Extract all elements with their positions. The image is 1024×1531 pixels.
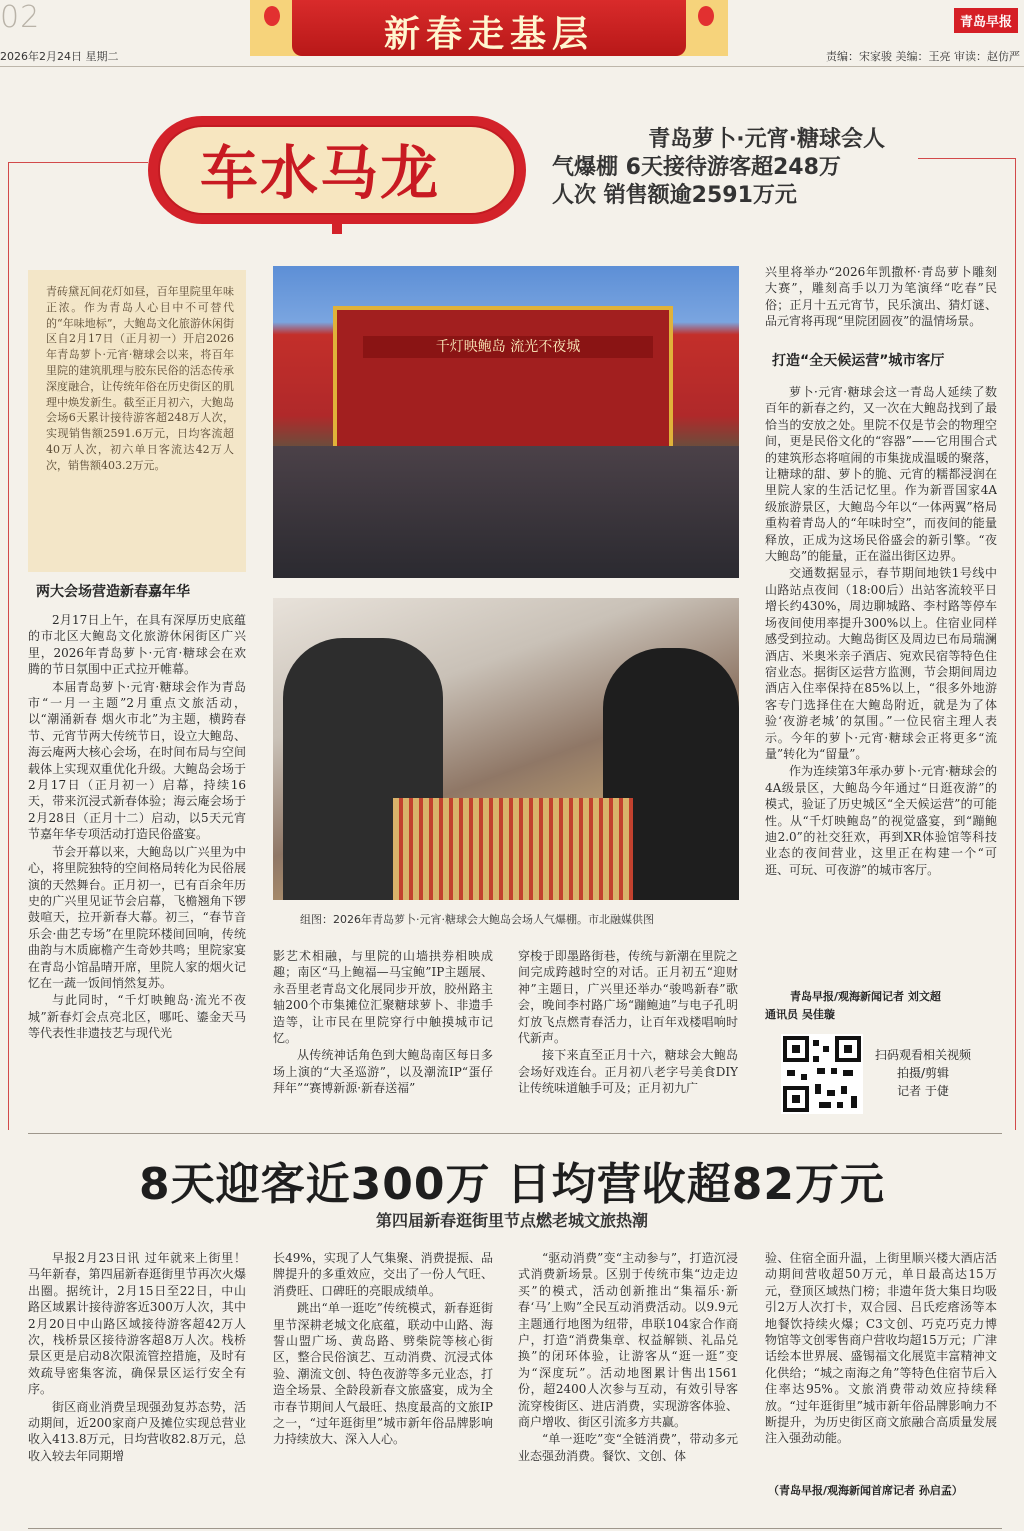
photo-caption: 组图：2026年青岛萝卜·元宵·糖球会大鲍岛会场人气爆棚。市北融媒供图	[300, 913, 654, 926]
headline-line: 人次 销售额逾2591万元	[552, 183, 797, 208]
subhead: 两大会场营造新春嘉年华	[36, 584, 190, 600]
story2-column-2	[273, 1250, 493, 1520]
summary-box	[28, 270, 246, 572]
paragraph: 穿梭于即墨路街巷，传统与新潮在里院之间完成跨越时空的对话。正月初五“迎财神”主题日，广兴里还举办“骏鸣新春”歌会，晚间李村路广场“蹦鲍迪”与电子孔明灯放飞点燃青春活力，让百年戏楼唱响时代新声。	[518, 949, 738, 1046]
story2-column-1	[28, 1250, 246, 1520]
crowd	[273, 446, 739, 578]
paragraph: 早报2月23日讯 过年就来上街里！马年新春，第四届新春逛街里节再次火爆出圈。据统计，2月15日至22日，中山路区域累计接待游客近300万人次，其中2月20日中山路区域接待游客超42万人次，栈桥景区接待游客超8万人次。栈桥景区更是启动8次限流管控措施，及时有效疏导密集客流，确保景区运行安全有序。	[28, 1251, 246, 1397]
story1-headline	[552, 126, 897, 210]
story1-column-4-top	[765, 264, 997, 334]
byline: 通讯员 吴佳璇	[765, 1008, 835, 1021]
paragraph: 2月17日上午，在具有深厚历史底蕴的市北区大鲍岛文化旅游休闲街区广兴里，2026年青岛萝卜·元宵·糖球会在欢腾的节日氛围中正式拉开帷幕。	[28, 613, 246, 677]
paragraph: 作为连续第3年承办萝卜·元宵·糖球会的4A级景区，大鲍岛今年通过“日逛夜游”的模式，验证了历史城区“全天候运营”的可能性。从“千灯映鲍岛”的视觉盛宴，到“蹦鲍迪2.0”的社交狂欢，再到XR体验馆等科技业态的夜间营业，这里正在构建一个“可逛、可玩、可夜游”的城市客厅。	[765, 764, 997, 877]
paragraph: 本届青岛萝卜·元宵·糖球会作为青岛市“一月一主题”2月重点文旅活动，以“潮涌新春 烟火市北”为主题，横跨春节、元宵节两大传统节日，设立大鲍岛、海云庵两大核心会场，在时间布局与空间载体上实现双重优化升级。大鲍岛会场于2月17日（正月初一）启幕，持续16天，带来沉浸式新春体验；海云庵会场于2月28日（正月十二）启动，以5天元宵节嘉年华专项活动打造民俗盛宴。	[28, 679, 246, 842]
qr-caption-line: 拍摄/剪辑	[896, 1066, 950, 1080]
qr-code-icon[interactable]	[781, 1034, 863, 1114]
section-title: 新春走基层	[383, 13, 594, 55]
divider	[28, 1528, 1002, 1529]
story1-column-3	[518, 948, 738, 1113]
frame-line	[1015, 158, 1016, 1130]
story1-column-2	[273, 948, 493, 1113]
issue-date: 2026年2月24日 星期二	[0, 50, 119, 63]
story1-column-4	[765, 384, 997, 984]
story2-subheadline: 第四届新春逛街里节点燃老城文旅热潮	[375, 1211, 648, 1230]
frame-line	[8, 162, 148, 163]
headline-line: 青岛萝卜·元宵·糖球会人	[648, 127, 885, 152]
paragraph: 接下来直至正月十六，糖球会大鲍岛会场好戏连台。正月初八老字号美食DIY让传统味道触手可及；正月初九广	[518, 1048, 738, 1096]
gate-sign: 千灯映鲍岛 流光不夜城	[363, 336, 653, 358]
paragraph: 节会开幕以来，大鲍岛以广兴里为中心，将里院独特的空间格局转化为民俗展演的天然舞台。正月初一，已有百余年历史的广兴里见证节会启幕，飞檐翘角下锣鼓喧天，拉开新春大幕。初三，“春节音乐会·曲艺专场”在里院环楼间回响，传统曲韵与木质廊檐产生奇妙共鸣；里院家宴在青岛小馆晶晴开席，里院人家的烟火记忆在一蔬一饭间悄然复苏。	[28, 844, 246, 990]
qr-caption-line: 记者 于倢	[897, 1084, 949, 1098]
headline-line: 气爆棚 6天接待游客超248万	[552, 155, 841, 180]
paragraph: “驱动消费”变“主动参与”，打造沉浸式消费新场景。区别于传统市集“边走边买”的模式，活动创新推出“集福乐·新春‘马’上购”全民互动消费活动。以9.9元主题通行地图为纽带，串联104家合作商户，打造“消费集章、权益解锁、礼品兑换”的闭环体验，让游客从“逛一逛”变为“深度玩”。活动地图累计售出1561份，超2400人次参与互动，有效引导客流穿梭街区、进店消费，实现游客体验、商户增收、街区引流多方共赢。	[518, 1251, 738, 1430]
paragraph: 长49%，实现了人气集聚、消费提振、品牌提升的多重效应，交出了一份人气旺、消费旺、口碑旺的亮眼成绩单。	[273, 1251, 493, 1298]
section-badge	[148, 116, 526, 236]
paragraph: 街区商业消费呈现强劲复苏态势，活动期间，近200家商户及摊位实现总营业收入413.8万元，日均营收82.8万元，总收入较去年同期增	[28, 1399, 246, 1463]
frame-line	[8, 162, 9, 1130]
page-number: 02	[0, 0, 41, 35]
section-banner	[250, 0, 728, 56]
divider	[0, 66, 1024, 67]
paragraph: 交通数据显示，春节期间地铁1号线中山路站点夜间（18:00后）出站客流较平日增长约430%，周边聊城路、李村路等停车场夜间使用率提升300%以上。住宿业同样感受到拉动。大鲍岛街区及周边已布局瑞澜酒店、米奥米亲子酒店、宛欢民宿等特色住宿业态。据街区运营方监测，节会期间周边酒店入住率保持在85%以上，“很多外地游客专门选择住在大鲍岛附近，就是为了体验‘夜游老城’的氛围。”一位民宿主理人表示。今年的萝卜·元宵·糖球会正将更多“流量”转化为“留量”。	[765, 566, 997, 761]
paragraph: 影艺术相融，与里院的山墙拱券相映成趣；南区“马上鲍福—马宝鲍”IP主题展、永吾里老青岛文化展同步开放，胶州路主轴200个市集摊位汇聚糖球萝卜、非遗手造等，让市民在里院穿行中触摸城市记忆。	[273, 949, 493, 1046]
story1-column-1	[28, 612, 246, 1112]
paragraph: 跳出“单一逛吃”传统模式，新春逛街里节深耕老城文化底蕴，联动中山路、海誓山盟广场、黄岛路、劈柴院等核心街区，整合民俗演艺、互动消费、沉浸式体验、潮流文创、特色夜游等多元业态，打造全场景、全龄段新春文旅盛宴，成为全市春节期间人气最旺、热度最高的文旅IP之一，“过年逛街里”城市新年俗品牌影响力持续放大、深入人心。	[273, 1301, 493, 1447]
subhead: 打造“全天候运营”城市客厅	[772, 353, 945, 369]
byline: 青岛早报/观海新闻记者 刘文超	[790, 990, 941, 1003]
paragraph: 从传统神话角色到大鲍岛南区每日多场上演的“大圣巡游”，以及潮流IP“蛋仔拜年”“赛博新源·新春送福”	[273, 1048, 493, 1096]
divider	[28, 1133, 1002, 1134]
paragraph: “单一逛吃”变“全链消费”，带动多元业态强劲消费。餐饮、文创、体	[518, 1432, 738, 1463]
qr-caption	[875, 1046, 971, 1100]
editors-line: 责编：宋家骏 美编：王亮 审读：赵仿严	[826, 50, 1020, 63]
paragraph: 验、住宿全面升温，上街里顺兴楼大酒店活动期间营收超50万元，单日最高达15万元，登顶区域热门榜；非遗年货大集日均吸引2万人次打卡，双合园、吕氏疙瘩汤等本地餐饮持续火爆；C3文创、巧克巧克力博物馆等文创零售商户营收均超15万元；广津话绘本世界展、盛锡福文化展览丰富精神文化供给；“城之南海之角”等特色住宿节后入住率达95%。文旅消费带动效应持续释放。“过年逛街里”城市新年俗品牌影响力不断提升，为历史街区商文旅融合高质量发展注入强劲动能。	[765, 1251, 997, 1446]
paragraph: 与此同时，“千灯映鲍岛·流光不夜城”新春灯会点亮北区，哪吒、鎏金天马等代表性非遗技艺与现代光	[28, 993, 246, 1041]
badge-text: 车水马龙	[200, 139, 441, 207]
festival-gate-photo	[273, 266, 739, 578]
qr-caption-line: 扫码观看相关视频	[875, 1048, 972, 1062]
paragraph: 兴里将举办“2026年凯撒杯·青岛萝卜雕刻大赛”，雕刻高手以刀为笔演绎“吃春”民俗；正月十五元宵节，民乐演出、猜灯谜、品元宵将再现“里院团圆夜”的温情场景。	[765, 265, 997, 329]
candied-fruit-stall-photo	[273, 598, 739, 900]
frame-line	[918, 158, 1016, 159]
paragraph: 萝卜·元宵·糖球会这一青岛人延续了数百年的新春之约，又一次在大鲍岛找到了最恰当的安放之处。里院不仅是节会的物理空间，更是民俗文化的“容器”——它用围合式的建筑形态将喧闹的市集拢成温暖的聚落，让糖球的甜、萝卜的脆、元宵的糯都浸润在里院人家的生活记忆里。作为新晋国家4A级旅游景区，大鲍岛今年以“一体两翼”格局重构着青岛人的“年味时空”，而夜间的能量释放，正成为这场民俗盛会的新引擎。“夜大鲍岛”的能量，正在溢出街区边界。	[765, 385, 997, 564]
newspaper-logo: 青岛早报	[954, 8, 1018, 33]
story2-headline: 8天迎客近300万 日均营收超82万元	[138, 1159, 885, 1210]
byline: （青岛早报/观海新闻首席记者 孙启孟）	[768, 1484, 963, 1497]
badge-tassel	[332, 216, 342, 234]
candied-skewers	[393, 798, 633, 900]
story2-column-3	[518, 1250, 738, 1520]
story2-column-4	[765, 1250, 997, 1478]
summary-text: 青砖黛瓦间花灯如昼，百年里院里年味正浓。作为青岛人心目中不可替代的“年味地标”，大鲍岛文化旅游休闲街区自2月17日（正月初一）开启2026年青岛萝卜·元宵·糖球会以来，将百年里院的建筑肌理与胶东民俗的活态传承深度融合，让传统年俗在历史街区的肌理中焕发新生。截至正月初六，大鲍岛会场6天累计接待游客超248万人次，实现销售额2591.6万元，日均客流超40万人次，初六单日客流达42万人次，销售额403.2万元。	[46, 285, 234, 472]
